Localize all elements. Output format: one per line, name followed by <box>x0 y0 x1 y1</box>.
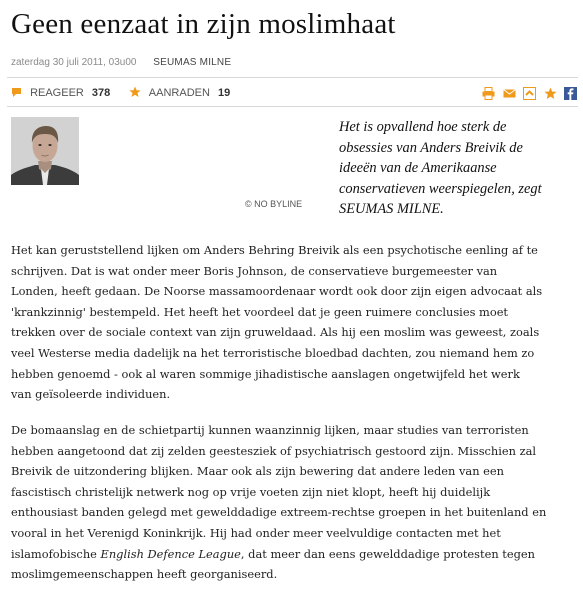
print-icon[interactable] <box>482 87 495 100</box>
body-line: moslimgemeenschappen heeft georganiseerd. <box>11 567 278 582</box>
body-paragraph-1 <box>11 240 581 405</box>
body-line <box>11 544 581 565</box>
edl-name: English Defence League <box>100 546 241 561</box>
body-text: islamofobische <box>11 546 101 561</box>
body-line: van geïsoleerde individuen. <box>11 387 171 402</box>
react-label: REAGEER <box>30 87 84 99</box>
body-line: Breivik de uitzondering blijken. Maar ook als zijn bewering dat andere leden van een <box>11 464 504 479</box>
lead-line: SEUMAS MILNE. <box>339 201 444 217</box>
body-line: hebben aangetoond dat zij zelden geestesziek of psychiatrisch gestoord zijn. Misschien zal <box>11 443 537 458</box>
body-line: hebben genoemd - ook al waren sommige jihadistische aanslagen ongetwijfeld het werk <box>11 366 520 381</box>
body-line: vooral in het Verenigd Koninkrijk. Hij had onder meer veelvuldige contacten met het <box>11 525 501 540</box>
body-line: De bomaanslag en de schietpartij kunnen waanzinnig lijken, maar studies van terroristen <box>11 423 529 437</box>
body-line: schrijven. Dat is wat onder meer Boris Johnson, de conservatieve burgemeester van <box>11 263 498 278</box>
author-photo <box>11 117 79 185</box>
recommend-button[interactable] <box>129 86 230 99</box>
react-button[interactable] <box>11 87 110 99</box>
divider-top <box>7 77 578 78</box>
recommend-count: 19 <box>217 87 231 99</box>
article-author[interactable]: SEUMAS MILNE <box>153 57 232 68</box>
photo-credit: © NO BYLINE <box>245 199 303 209</box>
lead-line: obsessies van Anders Breivik de <box>339 139 523 156</box>
body-text: , dat meer dan eens gewelddadige protesten tegen <box>240 546 535 561</box>
portrait-image <box>11 117 79 185</box>
article-meta <box>11 57 231 68</box>
body-line: fascistisch christelijk netwerk nog op vrije voeten zijn niet klopt, heeft hij duidelijk <box>11 484 491 499</box>
article-lead <box>339 117 575 220</box>
body-line: Het kan geruststellend lijken om Anders Behring Breivik als een psychotische eenling af te <box>11 243 538 257</box>
body-line: Londen, heeft gedaan. De Noorse massamoordenaar wordt ook door zijn eigen advocaat als <box>11 284 543 299</box>
divider-actions <box>7 106 578 107</box>
star-icon <box>129 86 141 98</box>
article-date: zaterdag 30 juli 2011, 03u00 <box>11 57 137 68</box>
lead-line: conservatieven weerspiegelen, zegt <box>339 180 542 197</box>
lead-line: ideeën van de Amerikaanse <box>339 160 497 176</box>
article-actions <box>11 86 246 99</box>
body-line: enthousiast banden gelegd met gewelddadige extreem-rechtse groepen in het buitenland en <box>11 505 547 520</box>
email-icon[interactable] <box>503 87 516 100</box>
recommend-star-icon[interactable] <box>544 87 557 100</box>
recommend-label: AANRADEN <box>148 87 210 99</box>
facebook-icon[interactable] <box>564 87 577 100</box>
expand-icon[interactable] <box>523 87 536 100</box>
react-count: 378 <box>91 87 111 99</box>
comment-icon <box>11 87 22 98</box>
body-line: trekken over de sociale context van zijn gruweldaad. Als hij een moslim was geweest, zoals <box>11 325 540 340</box>
body-paragraph-2 <box>11 420 581 585</box>
share-toolbar <box>479 85 577 103</box>
article-title: Geen eenzaat in zijn moslimhaat <box>11 8 396 40</box>
body-line: veel Westerse media dadelijk na het terroristische bloedbad dachten, zou niemand hem zo <box>11 345 535 360</box>
body-line: 'krankzinnig' bestempeld. Het heeft het voordeel dat je geen ruimere conclusies moet <box>11 304 509 319</box>
lead-line: Het is opvallend hoe sterk de <box>339 119 507 135</box>
